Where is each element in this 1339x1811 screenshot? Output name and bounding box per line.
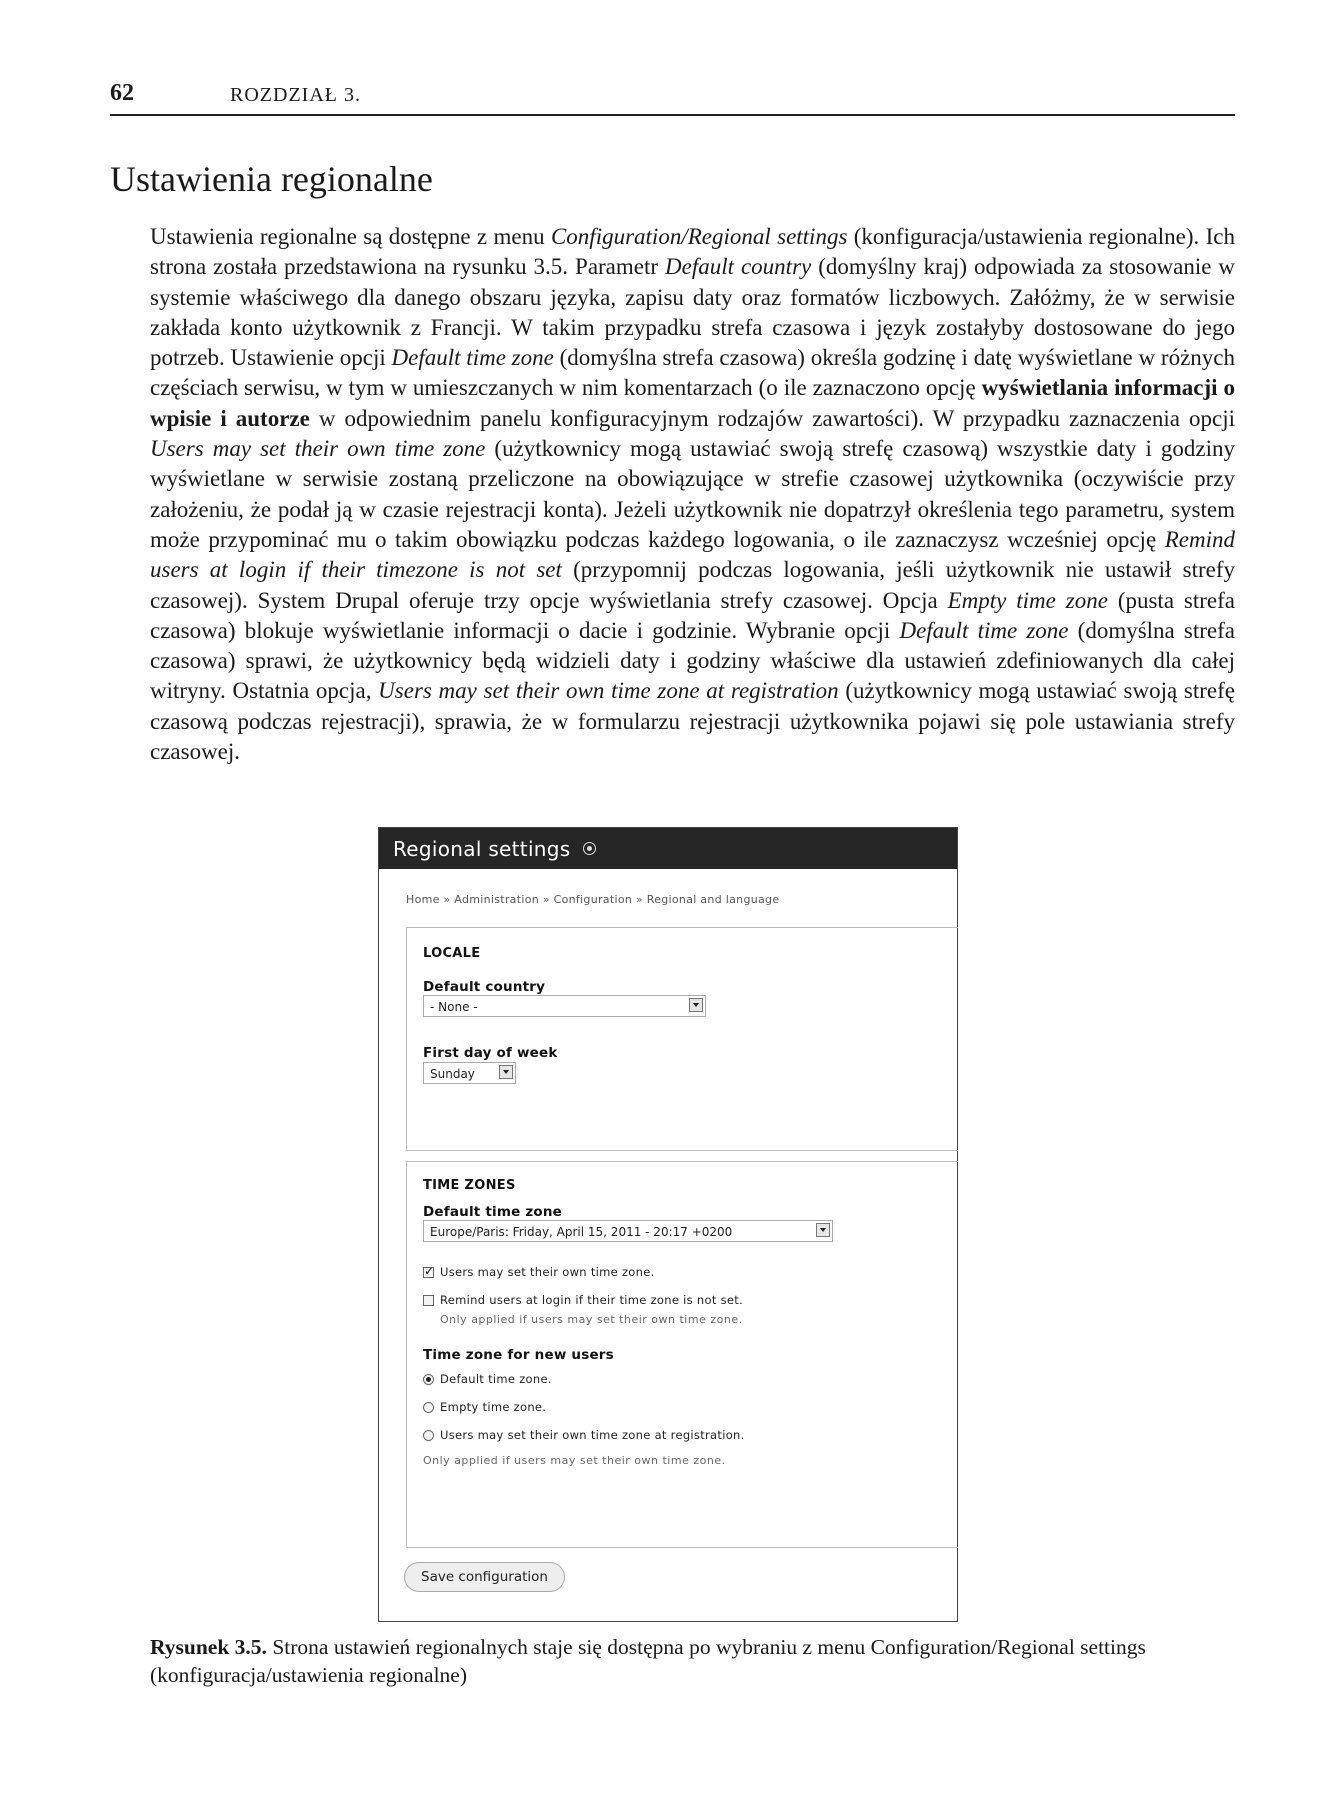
figure-titlebar bbox=[379, 828, 957, 869]
figure-caption bbox=[150, 1633, 1235, 1689]
paragraph-run: Configuration/Regional settings bbox=[550, 224, 848, 249]
paragraph-run: (użytkownicy mogą ustawiać swoją strefę czasową) wszystkie daty i godziny wyświetlane w serwisie zostaną przeliczone na obowiązujące w strefie czasowej użytkownika (oczywiście przy założeniu, że podał ją w czasie rejestracji konta). Jeżeli użytkownik nie dopatrzył określenia tego parametru, system może przypominać mu o takim obowiązku podczas każdego logowania, o ile zaznaczysz wcześniej opcję bbox=[150, 436, 1235, 552]
registration-tz-radio-label: Users may set their own time zone at registration. bbox=[440, 1428, 745, 1442]
users-may-set-label: Users may set their own time zone. bbox=[440, 1265, 655, 1279]
first-day-value: Sunday bbox=[430, 1067, 475, 1081]
paragraph-run: Empty time zone bbox=[947, 587, 1108, 613]
radio-row-registration[interactable] bbox=[423, 1428, 745, 1442]
default-tz-radio[interactable] bbox=[423, 1374, 434, 1385]
figure-screenshot bbox=[378, 827, 958, 1622]
paragraph-run: Default country bbox=[665, 254, 812, 280]
chevron-down-icon bbox=[499, 1065, 513, 1079]
shortcut-add-icon[interactable] bbox=[583, 842, 596, 855]
radio-row-default[interactable] bbox=[423, 1372, 552, 1386]
first-day-select[interactable] bbox=[423, 1062, 516, 1084]
section-title: Ustawienia regionalne bbox=[110, 159, 433, 199]
paragraph-run: (przypomnij podczas logowania, jeśli użytkownik nie ustawił strefy czasowej). System Drupal oferuje trzy opcje wyświetlania strefy czasowej. Opcja bbox=[150, 557, 1235, 613]
paragraph-run: (konfiguracja/ustawienia regionalne). Ich strona została przedstawiona na rysunku 3.5. Parametr bbox=[150, 224, 1235, 280]
default-country-select[interactable] bbox=[423, 995, 706, 1017]
body-paragraph bbox=[150, 222, 1235, 767]
paragraph-run: (domyślna strefa czasowa) sprawi, że użytkownicy będą widzieli daty i godziny właściwe dla ustawień zdefiniowanych dla całej witryny. Ostatnia opcja, bbox=[150, 617, 1235, 704]
paragraph-run: wyświetlania informacji o wpisie i autorze bbox=[150, 375, 1236, 431]
default-tz-label: Default time zone bbox=[423, 1204, 563, 1220]
empty-tz-radio[interactable] bbox=[423, 1402, 434, 1413]
paragraph-run: (użytkownicy mogą ustawiać swoją strefę czasową podczas rejestracji), sprawia, że w formularzu rejestracji użytkownika pojawi się pole ustawiania strefy czasowej. bbox=[150, 678, 1235, 765]
empty-tz-radio-label: Empty time zone. bbox=[440, 1400, 547, 1414]
remind-checkbox[interactable] bbox=[423, 1295, 434, 1306]
time-zones-fieldset bbox=[406, 1161, 958, 1548]
new-users-description: Only applied if users may set their own time zone. bbox=[423, 1454, 726, 1467]
default-tz-select[interactable] bbox=[423, 1220, 833, 1242]
paragraph-run: (domyślny kraj) odpowiada za stosowanie w systemie właściwego dla danego obszaru języka, zapisu daty oraz formatów liczbowych. Załóżmy, że w serwisie zakłada konto użytkownik z Francji. W takim przypadku strefa czasowa i język zostałyby dostosowane do jego potrzeb. Ustawienie opcji bbox=[150, 254, 1235, 371]
caption-text: Strona ustawień regionalnych staje się dostępna po wybraniu z menu Configuration/Regional settings (konfiguracja/ustawienia regionalne) bbox=[150, 1635, 1146, 1687]
paragraph-run: Default time zone bbox=[899, 617, 1069, 643]
remind-description: Only applied if users may set their own time zone. bbox=[440, 1313, 743, 1326]
default-country-value: - None - bbox=[430, 1000, 478, 1014]
users-may-set-row[interactable] bbox=[423, 1265, 655, 1279]
page-number: 62 bbox=[110, 80, 134, 106]
figure-page-title: Regional settings bbox=[393, 836, 571, 861]
locale-fieldset bbox=[406, 927, 958, 1151]
paragraph-run: Remind users at login if their timezone is not set bbox=[150, 526, 1235, 583]
chapter-label: ROZDZIAŁ 3. bbox=[230, 84, 361, 106]
paragraph-run: Users may set their own time zone at registration bbox=[378, 678, 839, 704]
paragraph-run: w odpowiednim panelu konfiguracyjnym rodzajów zawartości). W przypadku zaznaczenia opcji bbox=[309, 405, 1235, 431]
paragraph-run: (pusta strefa czasowa) blokuje wyświetlanie informacji o dacie i godzinie. Wybranie opcji bbox=[150, 587, 1235, 643]
chevron-down-icon bbox=[816, 1223, 830, 1237]
default-tz-value: Europe/Paris: Friday, April 15, 2011 - 20:17 +0200 bbox=[430, 1225, 733, 1239]
new-users-label: Time zone for new users bbox=[423, 1347, 614, 1363]
remind-row[interactable] bbox=[423, 1293, 743, 1307]
locale-legend: LOCALE bbox=[423, 946, 481, 961]
save-configuration-button[interactable]: Save configuration bbox=[404, 1562, 565, 1592]
running-header bbox=[110, 80, 1235, 116]
paragraph-run: Ustawienia regionalne są dostępne z menu bbox=[150, 224, 551, 249]
users-may-set-checkbox[interactable] bbox=[423, 1267, 434, 1278]
first-day-label: First day of week bbox=[423, 1045, 558, 1061]
paragraph-run: Users may set their own time zone bbox=[150, 436, 486, 462]
default-tz-radio-label: Default time zone. bbox=[440, 1372, 552, 1386]
radio-row-empty[interactable] bbox=[423, 1400, 546, 1414]
breadcrumb: Home » Administration » Configuration » Regional and language bbox=[406, 893, 780, 906]
chevron-down-icon bbox=[689, 998, 703, 1012]
caption-label: Rysunek 3.5. bbox=[150, 1635, 267, 1659]
registration-tz-radio[interactable] bbox=[423, 1430, 434, 1441]
remind-label: Remind users at login if their time zone is not set. bbox=[440, 1293, 744, 1307]
time-zones-legend: TIME ZONES bbox=[423, 1178, 516, 1193]
paragraph-run: (domyślna strefa czasowa) określa godzinę i datę wyświetlane w różnych częściach serwisu, w tym w umieszczanych w nim komentarzach (o ile zaznaczono opcję bbox=[150, 345, 1236, 401]
paragraph-run: Default time zone bbox=[391, 345, 554, 371]
default-country-label: Default country bbox=[423, 979, 546, 995]
